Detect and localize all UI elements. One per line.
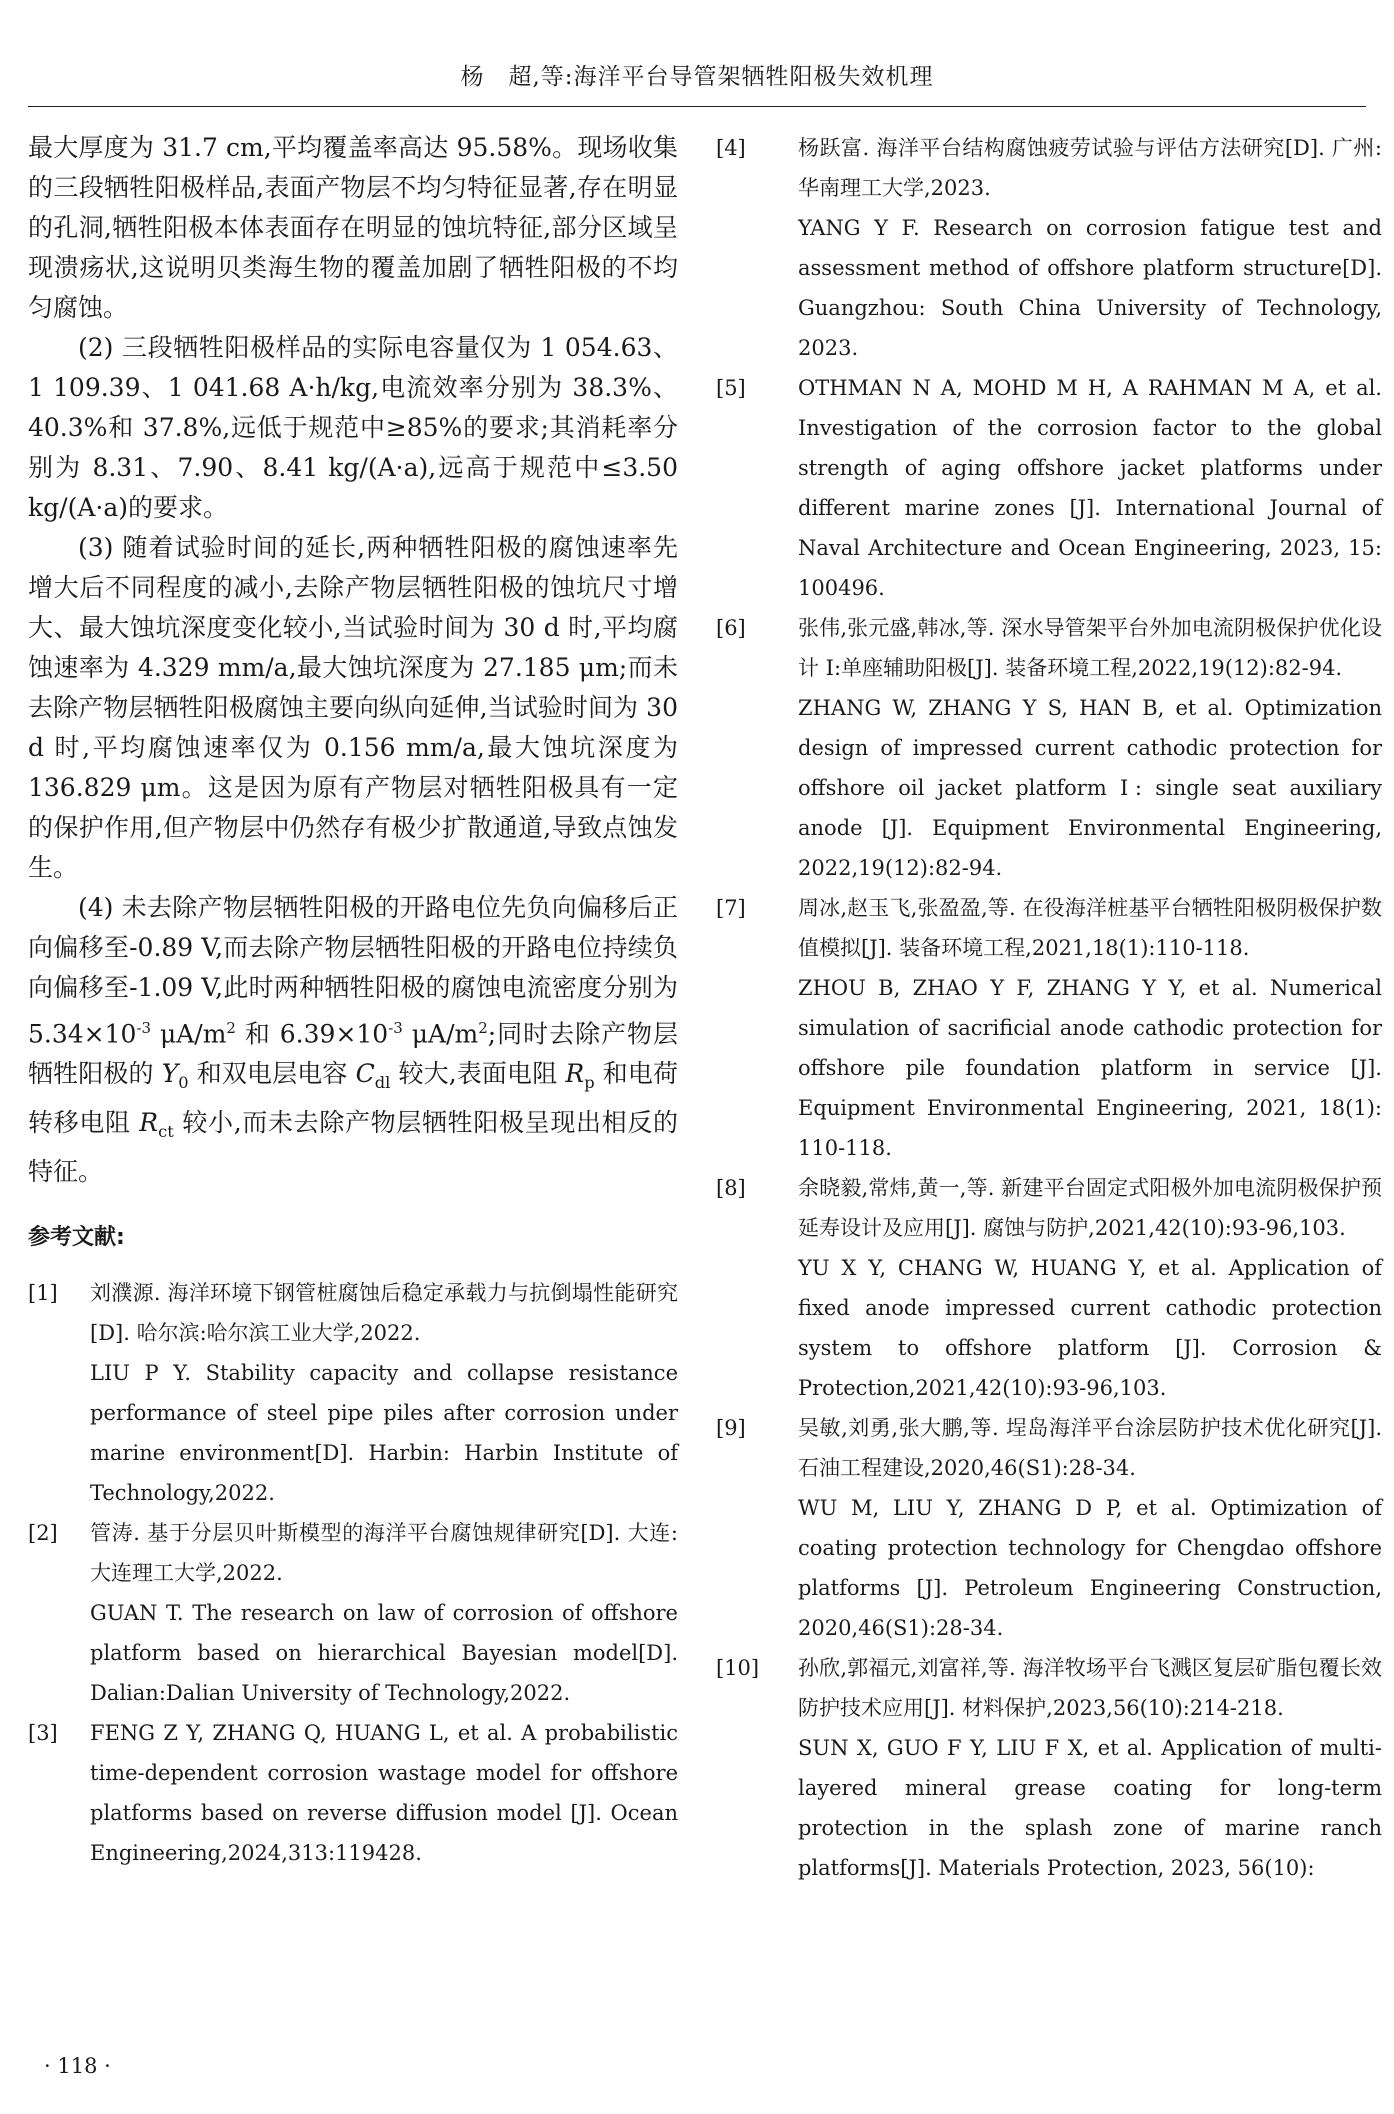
reference-en: ZHANG W, ZHANG Y S, HAN B, et al. Optimization design of impressed current cathodic protection for offshore oil jacket platform Ⅰ: single seat auxiliary anode [J]. Equipment Environmental Engineering, 2022,19(12):82-94.: [798, 696, 1382, 880]
right-column: [716, 128, 1382, 1888]
reference-number: [3]: [28, 1721, 58, 1746]
reference-en: GUAN T. The research on law of corrosion of offshore platform based on hierarchical Bayesian model[D]. Dalian:Dalian University of Technology,2022.: [90, 1601, 678, 1706]
reference-item: [28, 1513, 678, 1713]
reference-cn: 吴敏,刘勇,张大鹏,等. 埕岛海洋平台涂层防护技术优化研究[J]. 石油工程建设,2020,46(S1):28-34.: [798, 1416, 1382, 1480]
reference-number: [9]: [716, 1416, 746, 1440]
reference-item: [716, 1648, 1382, 1888]
reference-en: OTHMAN N A, MOHD M H, A RAHMAN M A, et al. Investigation of the corrosion factor to the global strength of aging offshore jacket platforms under different marine zones [J]. International Journal of Naval Architecture and Ocean Engineering, 2023, 15: 100496.: [798, 376, 1382, 600]
reference-number: [1]: [28, 1281, 58, 1306]
reference-number: [2]: [28, 1521, 58, 1546]
reference-item: [716, 368, 1382, 608]
left-column: [28, 128, 678, 1873]
conclusion-3: (3) 随着试验时间的延长,两种牺牲阳极的腐蚀速率先增大后不同程度的减小,去除产物层牺牲阳极的蚀坑尺寸增大、最大蚀坑深度变化较小,当试验时间为 30 d 时,平均腐蚀速率为 4.329 mm/a,最大蚀坑深度为 27.185 μm;而未去除产物层牺牲阳极腐蚀主要向纵向延伸,当试验时间为 30 d 时,平均腐蚀速率仅为 0.156 mm/a,最大蚀坑深度为 136.829 μm。这是因为原有产物层对牺牲阳极具有一定的保护作用,但产物层中仍然存有极少扩散通道,导致点蚀发生。: [28, 533, 678, 882]
reference-item: [716, 1168, 1382, 1408]
reference-number: [8]: [716, 1176, 746, 1200]
header-divider: [28, 106, 1366, 107]
reference-cn: 管涛. 基于分层贝叶斯模型的海洋平台腐蚀规律研究[D]. 大连:大连理工大学,2022.: [90, 1521, 678, 1586]
reference-item: [716, 1408, 1382, 1648]
reference-cn: 杨跃富. 海洋平台结构腐蚀疲劳试验与评估方法研究[D]. 广州:华南理工大学,2023.: [798, 136, 1382, 200]
reference-en: LIU P Y. Stability capacity and collapse resistance performance of steel pipe piles after corrosion under marine environment[D]. Harbin: Harbin Institute of Technology,2022.: [90, 1361, 678, 1506]
reference-number: [5]: [716, 376, 746, 400]
reference-en: ZHOU B, ZHAO Y F, ZHANG Y Y, et al. Numerical simulation of sacrificial anode cathodic protection for offshore pile foundation platform in service [J]. Equipment Environmental Engineering, 2021, 18(1): 110-118.: [798, 976, 1382, 1160]
reference-cn: 周冰,赵玉飞,张盈盈,等. 在役海洋桩基平台牺牲阳极阴极保护数值模拟[J]. 装备环境工程,2021,18(1):110-118.: [798, 896, 1382, 960]
reference-item: [716, 888, 1382, 1168]
reference-en: SUN X, GUO F Y, LIU F X, et al. Application of multi-layered mineral grease coating for long-term protection in the splash zone of marine ranch platforms[J]. Materials Protection, 2023, 56(10):: [798, 1736, 1382, 1880]
reference-item: [28, 1713, 678, 1873]
conclusion-4: (4) 未去除产物层牺牲阳极的开路电位先负向偏移后正向偏移至-0.89 V,而去除产物层牺牲阳极的开路电位持续负向偏移至-1.09 V,此时两种牺牲阳极的腐蚀电流密度分别为 $5.34\times 10^{-3}$ $\mu A/m^2$ 和 $6.39\times 10^{-3}$ $\mu A/m^2$;同时去除产物层牺牲阳极的 $Y_0$ 和双电层电容 $C_{dl}$ 较大,表面电阻 $R_p$ 和电荷转移电阻 $R_{ct}$ 较小,而未去除产物层牺牲阳极呈现出相反的特征。: [28, 893, 679, 1187]
reference-item: [28, 1273, 678, 1513]
reference-number: [4]: [716, 136, 746, 160]
reference-number: [6]: [716, 616, 746, 640]
reference-item: [716, 128, 1382, 368]
reference-en: YANG Y F. Research on corrosion fatigue test and assessment method of offshore platform structure[D]. Guangzhou: South China University of Technology, 2023.: [798, 216, 1382, 360]
page-number: · 118 ·: [44, 2054, 111, 2078]
reference-cn: 张伟,张元盛,韩冰,等. 深水导管架平台外加电流阴极保护优化设计 Ⅰ:单座辅助阳极[J]. 装备环境工程,2022,19(12):82-94.: [798, 616, 1382, 680]
reference-number: [10]: [716, 1656, 760, 1680]
reference-cn: 刘濮源. 海洋环境下钢管桩腐蚀后稳定承载力与抗倒塌性能研究[D]. 哈尔滨:哈尔滨工业大学,2022.: [90, 1281, 678, 1346]
references-heading: 参考文献:: [28, 1225, 125, 1251]
conclusion-2: (2) 三段牺牲阳极样品的实际电容量仅为 1 054.63、1 109.39、1 041.68 A·h/kg,电流效率分别为 38.3%、40.3%和 37.8%,远低于规范中≥85%的要求;其消耗率分别为 8.31、7.90、8.41 kg/(A·a),远高于规范中≤3.50 kg/(A·a)的要求。: [28, 333, 678, 522]
reference-en: YU X Y, CHANG W, HUANG Y, et al. Application of fixed anode impressed current cathodic protection system to offshore platform [J]. Corrosion & Protection,2021,42(10):93-96,103.: [798, 1256, 1382, 1400]
reference-cn: 孙欣,郭福元,刘富祥,等. 海洋牧场平台飞溅区复层矿脂包覆长效防护技术应用[J]. 材料保护,2023,56(10):214-218.: [798, 1656, 1382, 1720]
paragraph-1-continued: 最大厚度为 31.7 cm,平均覆盖率高达 95.58%。现场收集的三段牺牲阳极样品,表面产物层不均匀特征显著,存在明显的孔洞,牺牲阳极本体表面存在明显的蚀坑特征,部分区域呈现溃疡状,这说明贝类海生物的覆盖加剧了牺牲阳极的不均匀腐蚀。: [28, 133, 678, 322]
reference-en: WU M, LIU Y, ZHANG D P, et al. Optimization of coating protection technology for Chengdao offshore platforms [J]. Petroleum Engineering Construction, 2020,46(S1):28-34.: [798, 1496, 1382, 1640]
running-header: 杨 超,等:海洋平台导管架牺牲阳极失效机理: [460, 64, 934, 90]
reference-number: [7]: [716, 896, 746, 920]
reference-en: FENG Z Y, ZHANG Q, HUANG L, et al. A probabilistic time-dependent corrosion wastage model for offshore platforms based on reverse diffusion model [J]. Ocean Engineering,2024,313:119428.: [90, 1721, 678, 1866]
reference-cn: 余晓毅,常炜,黄一,等. 新建平台固定式阳极外加电流阴极保护预延寿设计及应用[J]. 腐蚀与防护,2021,42(10):93-96,103.: [798, 1176, 1382, 1240]
reference-item: [716, 608, 1382, 888]
